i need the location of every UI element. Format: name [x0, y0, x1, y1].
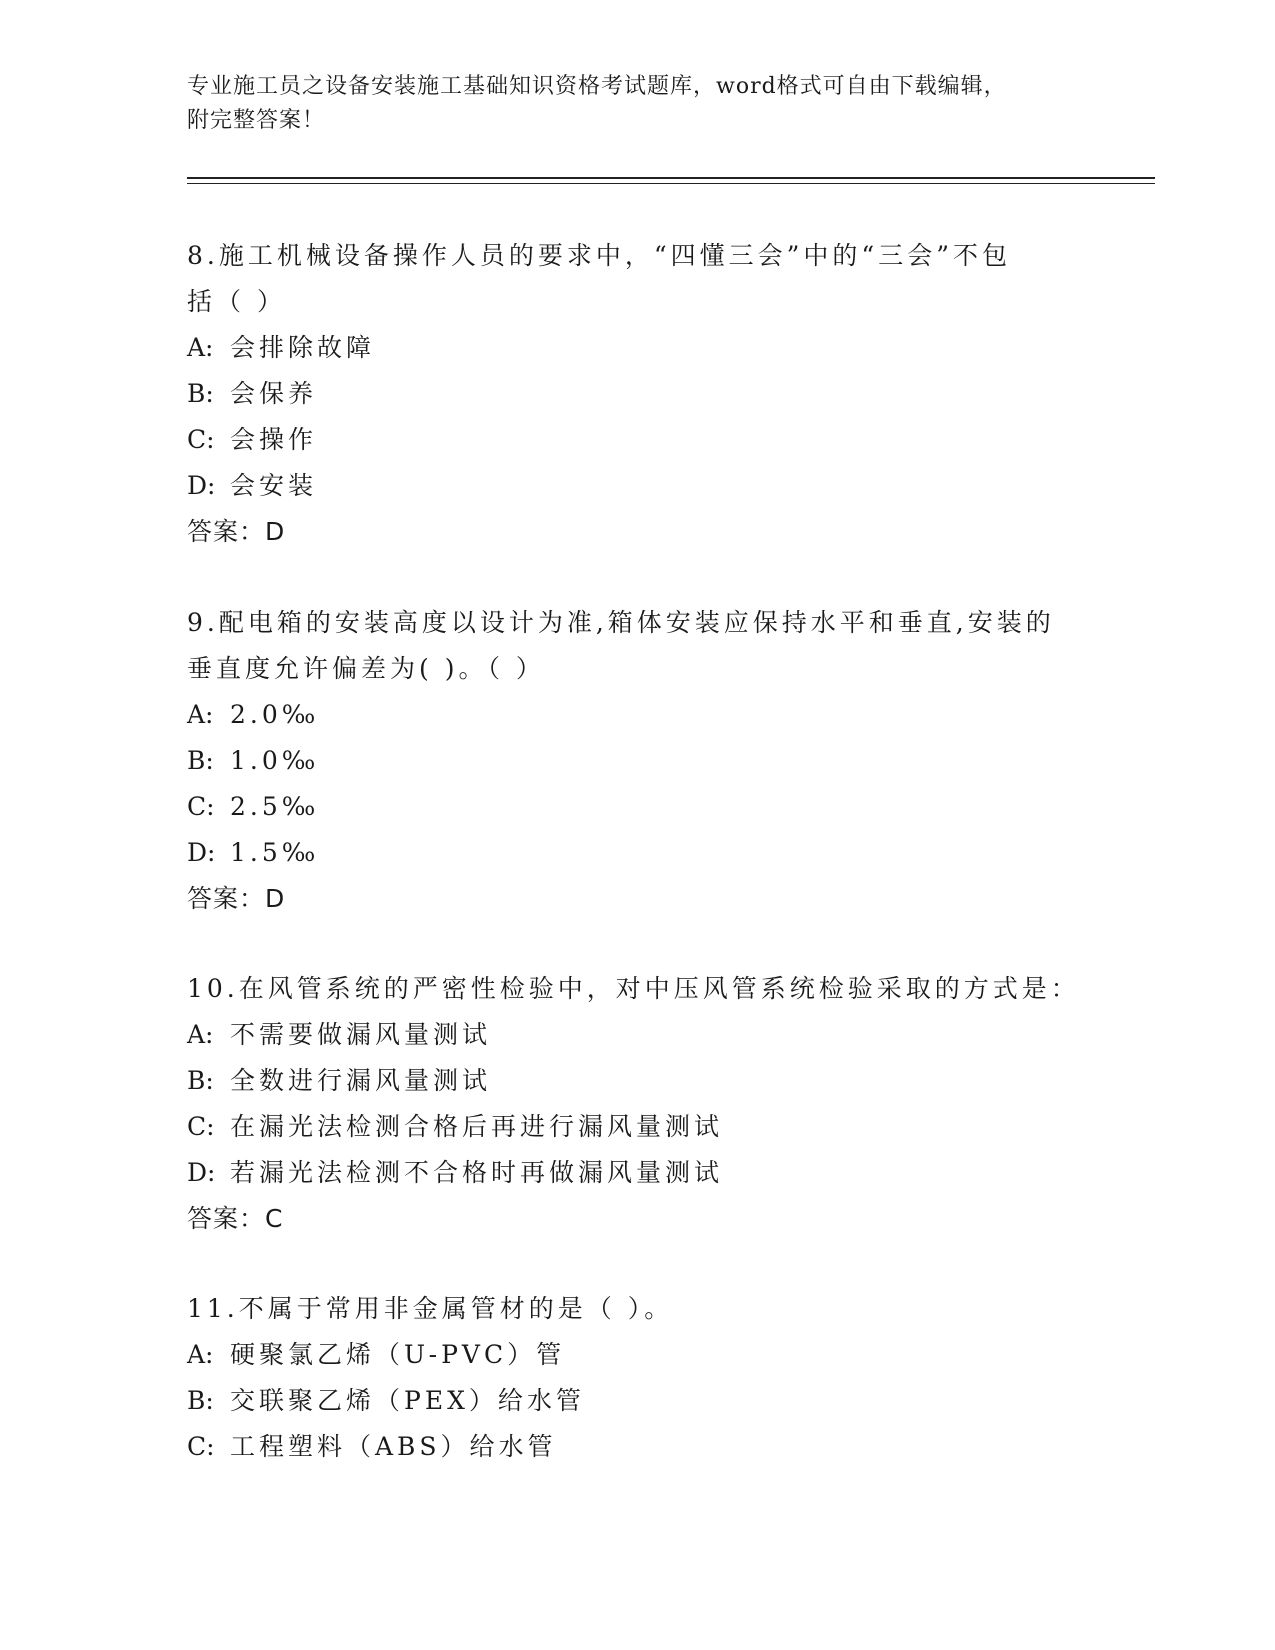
question-stem-line: 11.不属于常用非金属管材的是（ ）。: [187, 1294, 674, 1323]
option-a: [187, 325, 1087, 371]
option-text: 会保养: [230, 379, 318, 408]
question-stem-line: 9.配电箱的安装高度以设计为准,箱体安装应保持水平和垂直,安装的: [187, 608, 1055, 637]
answer-value: C: [265, 1204, 283, 1233]
option-text: 会操作: [230, 425, 318, 454]
option-d: [187, 830, 1087, 876]
option-text: 硬聚氯乙烯（U-PVC）管: [230, 1340, 566, 1369]
header-line-1: 专业施工员之设备安装施工基础知识资格考试题库，word格式可自由下载编辑，: [187, 74, 1007, 99]
answer-line: [187, 509, 1087, 555]
option-key: D:: [187, 838, 216, 867]
question-10: [187, 966, 1087, 1242]
option-text: 不需要做漏风量测试: [230, 1020, 492, 1049]
option-b: [187, 1058, 1087, 1104]
answer-value: D: [265, 517, 285, 546]
option-text: 在漏光法检测合格后再进行漏风量测试: [230, 1112, 724, 1141]
option-text: 2.5‰: [230, 792, 320, 821]
option-text: 1.0‰: [230, 746, 320, 775]
option-key: D:: [187, 1158, 216, 1187]
option-key: C:: [187, 425, 215, 454]
answer-label: 答案：: [187, 1204, 266, 1233]
header-divider-thin: [187, 183, 1155, 184]
answer-label: 答案：: [187, 517, 266, 546]
answer-value: D: [265, 884, 285, 913]
option-key: A:: [187, 1020, 214, 1049]
question-stem-line: 垂直度允许偏差为( )。（ ）: [187, 654, 545, 683]
option-c: [187, 1424, 1087, 1470]
option-text: 会排除故障: [230, 333, 376, 362]
option-key: C:: [187, 1432, 215, 1461]
option-c: [187, 1104, 1087, 1150]
option-key: D:: [187, 471, 216, 500]
option-key: B:: [187, 746, 214, 775]
answer-label: 答案：: [187, 884, 266, 913]
question-stem-line: 8.施工机械设备操作人员的要求中，“四懂三会”中的“三会”不包: [187, 241, 1011, 270]
option-text: 工程塑料（ABS）给水管: [230, 1432, 557, 1461]
option-a: [187, 692, 1087, 738]
option-key: B:: [187, 379, 214, 408]
question-9: [187, 600, 1087, 922]
option-b: [187, 738, 1087, 784]
option-text: 2.0‰: [230, 700, 320, 729]
option-key: A:: [187, 333, 214, 362]
option-key: B:: [187, 1066, 214, 1095]
option-key: C:: [187, 1112, 215, 1141]
option-key: A:: [187, 700, 214, 729]
option-key: A:: [187, 1340, 214, 1369]
question-11: [187, 1286, 1087, 1470]
answer-line: [187, 1196, 1087, 1242]
question-8: [187, 233, 1087, 555]
header-line-2: 附完整答案！: [187, 108, 326, 133]
header-divider-thick: [187, 177, 1155, 179]
option-key: B:: [187, 1386, 214, 1415]
option-c: [187, 784, 1087, 830]
question-stem-line: 10.在风管系统的严密性检验中，对中压风管系统检验采取的方式是：: [187, 974, 1080, 1003]
option-text: 全数进行漏风量测试: [230, 1066, 492, 1095]
document-header: [187, 70, 1087, 138]
option-text: 交联聚乙烯（PEX）给水管: [230, 1386, 585, 1415]
option-d: [187, 1150, 1087, 1196]
option-d: [187, 463, 1087, 509]
option-text: 1.5‰: [230, 838, 320, 867]
option-a: [187, 1332, 1087, 1378]
question-stem-line: 括（ ）: [187, 287, 286, 316]
option-text: 会安装: [230, 471, 318, 500]
answer-line: [187, 876, 1087, 922]
option-b: [187, 1378, 1087, 1424]
option-text: 若漏光法检测不合格时再做漏风量测试: [230, 1158, 724, 1187]
option-key: C:: [187, 792, 215, 821]
option-a: [187, 1012, 1087, 1058]
option-b: [187, 371, 1087, 417]
option-c: [187, 417, 1087, 463]
